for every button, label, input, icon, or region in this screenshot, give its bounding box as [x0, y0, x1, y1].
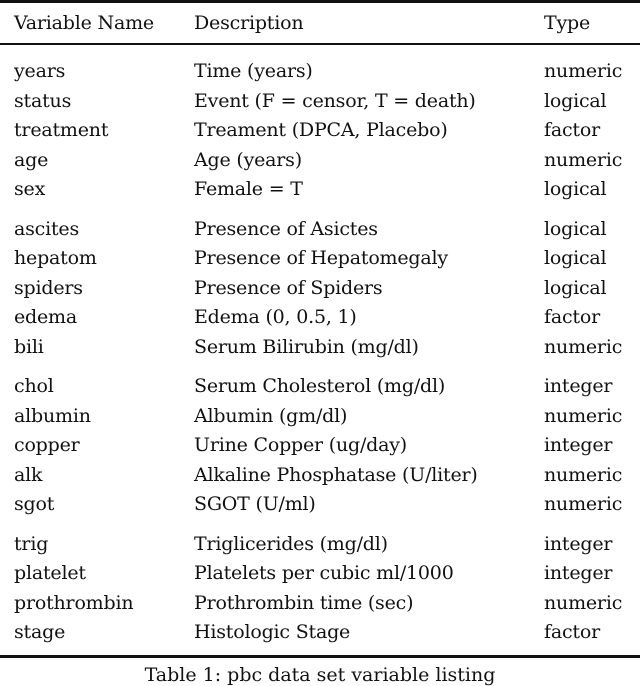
description-cell: Platelets per cubic ml/1000	[194, 562, 454, 584]
description-cell: SGOT (U/ml)	[194, 493, 316, 515]
table-header-row	[0, 3, 640, 43]
table-row	[0, 589, 640, 619]
type-cell: factor	[544, 306, 600, 328]
description-cell: Serum Cholesterol (mg/dl)	[194, 375, 446, 397]
table-row	[0, 461, 640, 491]
description-cell: Albumin (gm/dl)	[194, 404, 348, 427]
table-row	[0, 490, 640, 520]
table-row	[0, 116, 640, 146]
type-cell: integer	[544, 532, 613, 555]
description-cell: Event (F = censor, T = death)	[194, 89, 476, 112]
variable-name-cell: prothrombin	[14, 591, 134, 614]
variable-name-cell: stage	[14, 621, 66, 643]
variable-name-cell: sex	[14, 178, 46, 200]
table-row	[0, 87, 640, 117]
variable-name-cell: ascites	[14, 217, 80, 240]
table-row	[0, 244, 640, 274]
variable-name-cell: spiders	[14, 276, 83, 299]
type-cell: numeric	[544, 463, 623, 486]
table-caption: Table 1: pbc data set variable listing	[144, 664, 496, 686]
group-separator	[0, 205, 640, 215]
table-row	[0, 333, 640, 363]
variable-name-cell: alk	[14, 463, 43, 486]
type-cell: integer	[544, 562, 613, 584]
type-cell: numeric	[544, 335, 623, 358]
table-row	[0, 372, 640, 402]
table-row	[0, 303, 640, 333]
type-cell: logical	[544, 217, 607, 240]
table-row	[0, 559, 640, 589]
variable-name-cell: chol	[14, 375, 54, 397]
bottom-rule	[0, 655, 640, 658]
description-cell: Serum Bilirubin (mg/dl)	[194, 335, 419, 358]
description-cell: Triglicerides (mg/dl)	[194, 532, 388, 555]
description-cell: Presence of Spiders	[194, 276, 383, 299]
variable-name-cell: sgot	[14, 493, 55, 515]
variable-name-cell: edema	[14, 306, 77, 328]
type-cell: logical	[544, 276, 607, 299]
variable-name-cell: platelet	[14, 562, 86, 584]
type-cell: logical	[544, 247, 607, 269]
type-cell: numeric	[544, 493, 623, 515]
table-row	[0, 431, 640, 461]
table-row	[0, 175, 640, 205]
type-cell: factor	[544, 621, 600, 643]
table-row	[0, 274, 640, 304]
type-cell: numeric	[544, 60, 623, 82]
variable-name-cell: trig	[14, 532, 49, 555]
type-cell: logical	[544, 89, 607, 112]
type-cell: factor	[544, 119, 600, 141]
description-cell: Prothrombin time (sec)	[194, 591, 414, 614]
table-row	[0, 146, 640, 176]
header-type: Type	[544, 12, 591, 34]
description-cell: Edema (0, 0.5, 1)	[194, 306, 357, 328]
variable-name-cell: years	[14, 60, 66, 82]
table-row	[0, 618, 640, 648]
description-cell: Age (years)	[194, 148, 302, 171]
variable-name-cell: hepatom	[14, 247, 97, 269]
description-cell: Treament (DPCA, Placebo)	[194, 119, 448, 141]
type-cell: numeric	[544, 404, 623, 427]
variable-name-cell: treatment	[14, 119, 109, 141]
description-cell: Presence of Hepatomegaly	[194, 247, 448, 269]
table-row	[0, 215, 640, 245]
variable-name-cell: status	[14, 89, 72, 112]
table-row	[0, 57, 640, 87]
table-body	[0, 57, 640, 648]
description-cell: Urine Copper (ug/day)	[194, 434, 408, 456]
description-cell: Histologic Stage	[194, 621, 351, 643]
description-cell: Alkaline Phosphatase (U/liter)	[194, 463, 478, 486]
table-row	[0, 530, 640, 560]
type-cell: numeric	[544, 148, 623, 171]
variable-name-cell: albumin	[14, 404, 91, 427]
type-cell: numeric	[544, 591, 623, 614]
variable-name-cell: copper	[14, 434, 80, 456]
description-cell: Presence of Asictes	[194, 217, 378, 240]
variable-name-cell: age	[14, 148, 49, 171]
description-cell: Time (years)	[194, 60, 313, 82]
type-cell: integer	[544, 434, 613, 456]
header-description: Description	[194, 12, 304, 34]
header-variable-name: Variable Name	[14, 12, 154, 34]
type-cell: integer	[544, 375, 613, 397]
description-cell: Female = T	[194, 178, 303, 200]
type-cell: logical	[544, 178, 607, 200]
variable-name-cell: bili	[14, 335, 44, 358]
table-row	[0, 402, 640, 432]
group-separator	[0, 362, 640, 372]
group-separator	[0, 520, 640, 530]
